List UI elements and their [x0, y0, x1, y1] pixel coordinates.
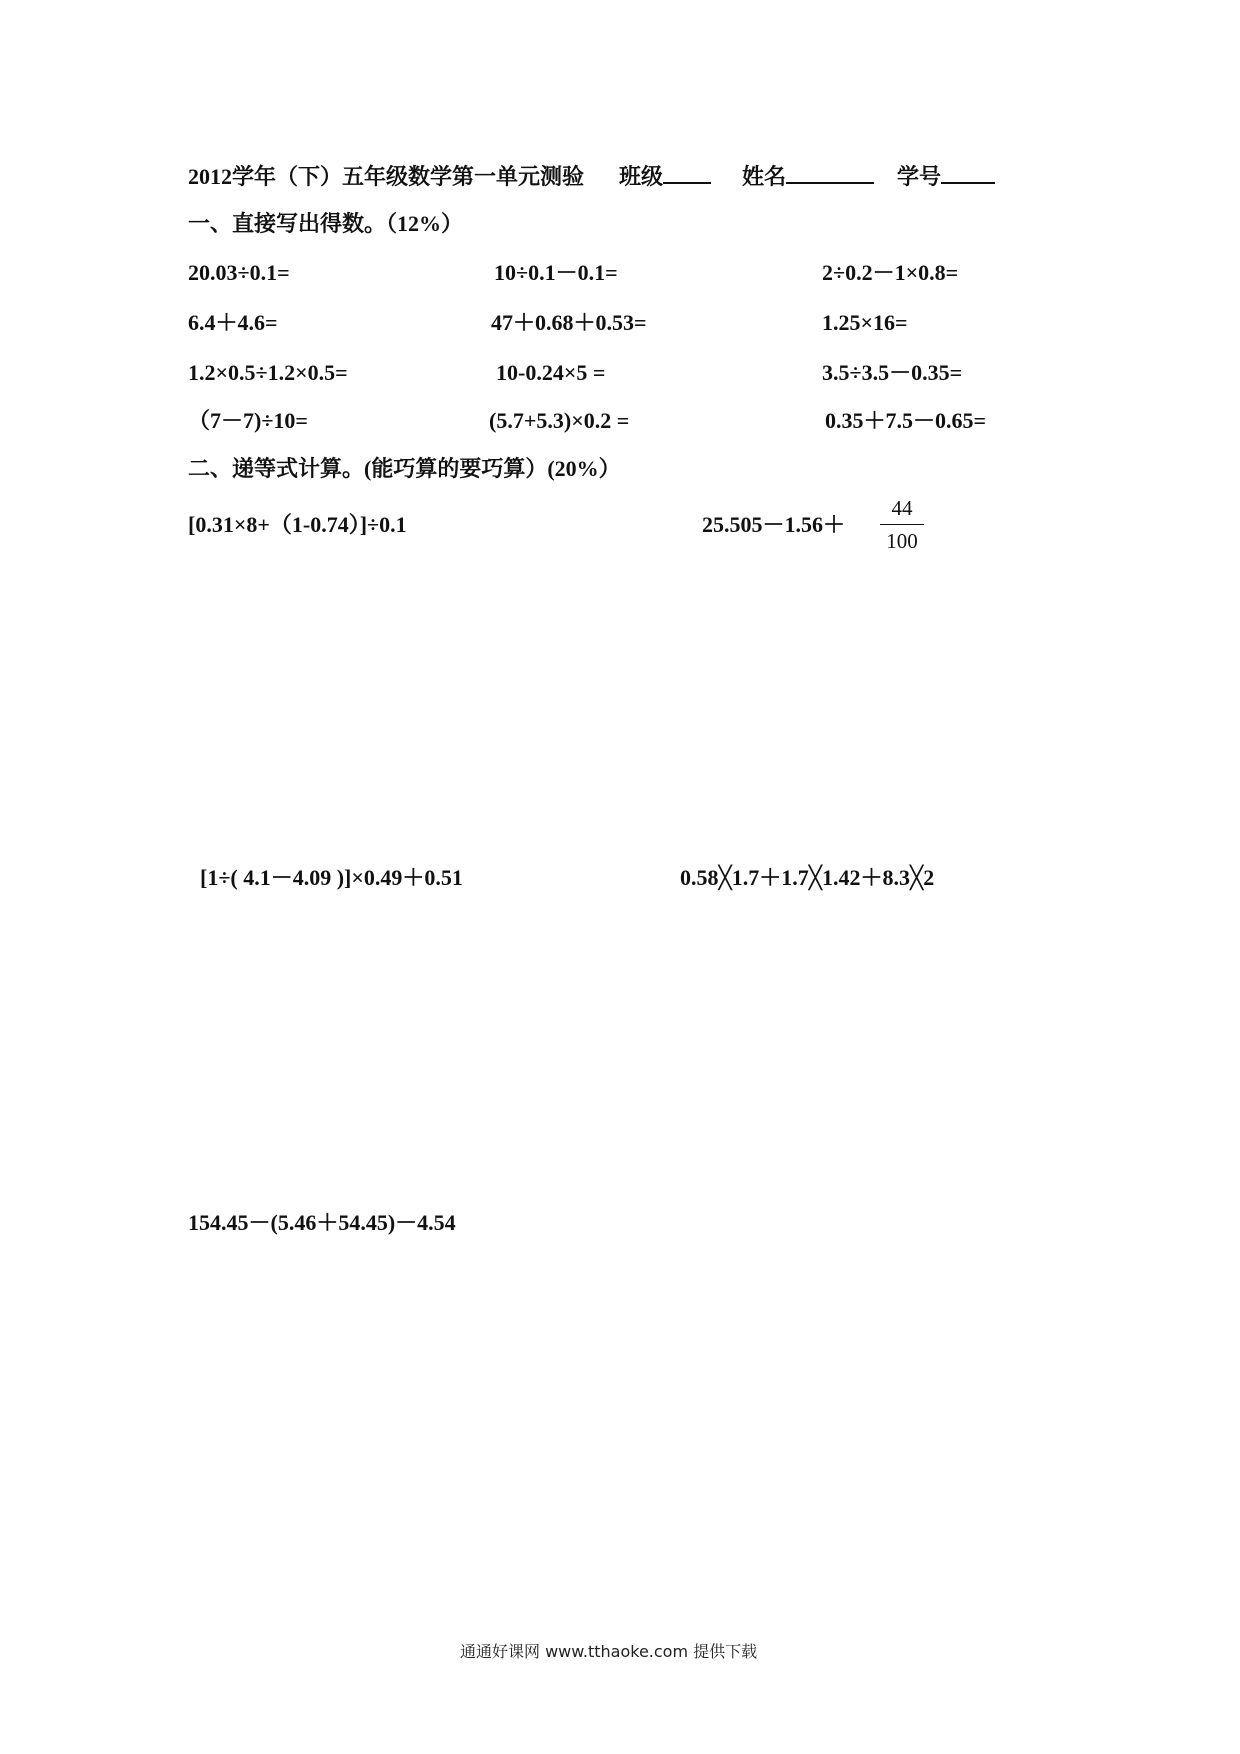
name-blank[interactable] — [786, 162, 874, 184]
s1-item-1-1: 20.03÷0.1= — [188, 260, 290, 285]
s2-problem-4: 0.58╳1.7＋1.7╳1.42＋8.3╳2 — [680, 865, 935, 890]
exam-header — [188, 162, 995, 190]
name-label: 姓名 — [742, 164, 787, 189]
section1-title: 一、直接写出得数。（12%） — [188, 211, 464, 236]
s1-item-4-3: 0.35＋7.5－0.65= — [825, 408, 987, 433]
s1-item-1-2: 10÷0.1－0.1= — [494, 260, 618, 285]
s2-problem-5: 154.45－(5.46＋54.45)－4.54 — [188, 1210, 456, 1235]
s1-item-2-2: 47＋0.68＋0.53= — [491, 310, 647, 335]
s2-problem-2: 25.505－1.56＋ — [702, 512, 846, 537]
s1-item-3-3: 3.5÷3.5－0.35= — [822, 360, 963, 385]
s1-item-4-2: (5.7+5.3)×0.2 = — [489, 408, 630, 433]
s1-item-2-3: 1.25×16= — [822, 310, 908, 335]
s1-item-3-1: 1.2×0.5÷1.2×0.5= — [188, 360, 348, 385]
s1-item-3-2: 10-0.24×5 = — [496, 360, 606, 385]
exam-title: 2012学年（下）五年级数学第一单元测验 — [188, 164, 585, 189]
number-blank[interactable] — [941, 162, 995, 184]
class-label: 班级 — [619, 164, 664, 189]
fraction-denominator: 100 — [886, 529, 918, 553]
s1-item-1-3: 2÷0.2－1×0.8= — [822, 260, 959, 285]
s2-problem-1: [0.31×8+（1-0.74）]÷0.1 — [188, 512, 407, 537]
s1-item-2-1: 6.4＋4.6= — [188, 310, 278, 335]
number-label: 学号 — [897, 164, 942, 189]
class-blank[interactable] — [663, 162, 711, 184]
s2-problem-2-fraction — [880, 496, 924, 553]
section2-title: 二、递等式计算。(能巧算的要巧算）(20%） — [188, 456, 621, 481]
s1-item-4-1: （7－7)÷10= — [188, 408, 308, 433]
fraction-numerator: 44 — [891, 496, 913, 520]
footer-credit: 通通好课网 www.tthaoke.com 提供下载 — [460, 1642, 758, 1661]
fraction-bar — [880, 524, 924, 525]
s2-problem-3: [1÷( 4.1－4.09 )]×0.49＋0.51 — [200, 865, 463, 890]
